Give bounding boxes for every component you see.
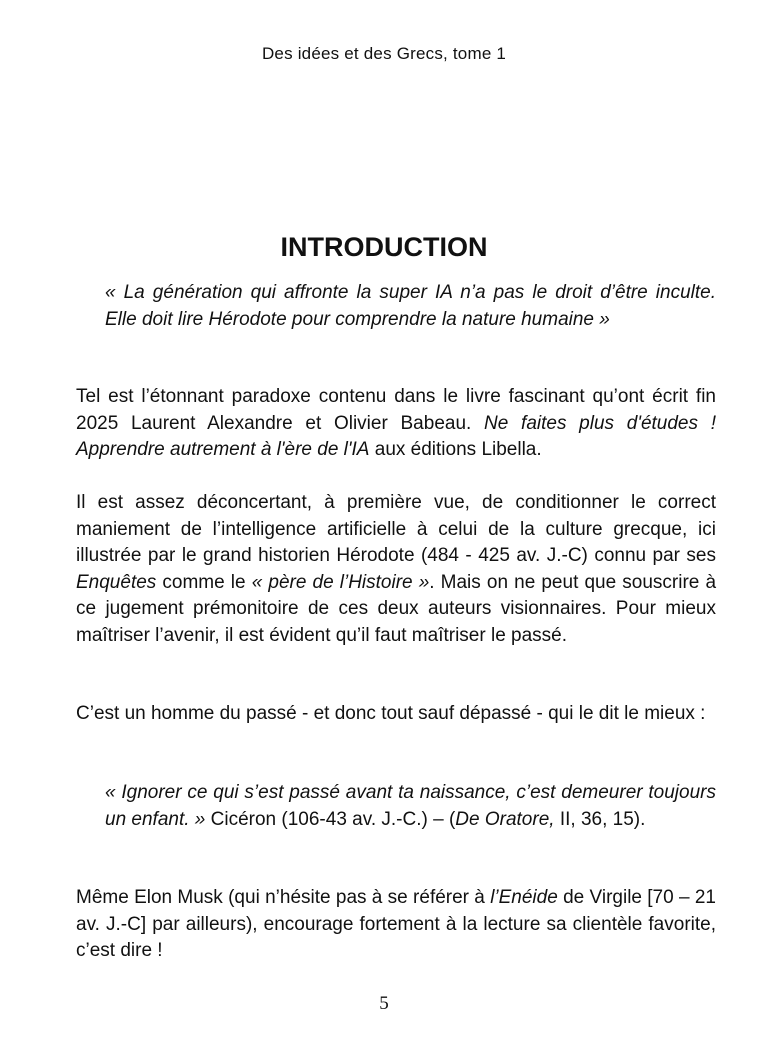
paragraph-1-text-a: Tel est l’étonnant paradoxe contenu dans le livre fascinant qu’ont écrit fin 2025 Laurent Alexandre et Olivier Babeau. bbox=[76, 386, 716, 434]
enquetes-title: Enquêtes bbox=[76, 571, 157, 593]
paragraph-1 bbox=[76, 384, 716, 464]
paragraph-2-text-a: Il est assez déconcertant, à première vue, de conditionner le correct maniement de l’intelligence artificielle à celui de la culture grecque, ici illustrée par le grand historien Hérodote (484 - 425 av. J.-C) connu par ses bbox=[76, 492, 716, 566]
paragraph-4-text-b: de Virgile [70 – 21 av. J.-C] par ailleurs), encourage fortement à la lecture sa clientèle favorite, c’est dire ! bbox=[76, 887, 716, 961]
paragraph-4 bbox=[76, 885, 716, 965]
pere-histoire-quote: « père de l’Histoire » bbox=[251, 571, 430, 593]
page-number: 5 bbox=[379, 993, 389, 1014]
paragraph-4-text-a: Même Elon Musk (qui n’hésite pas à se référer à bbox=[76, 887, 491, 908]
book-title: Ne faites plus d'études ! Apprendre autrement à l'ère de l'IA bbox=[76, 412, 716, 460]
chapter-title: INTRODUCTION bbox=[280, 232, 488, 262]
paragraph-2-text-c: . Mais on ne peut que souscrire à ce jugement prémonitoire de ces deux auteurs visionnaires. Pour mieux maîtriser l’avenir, il est évident qu’il faut maîtriser le passé. bbox=[76, 571, 717, 646]
paragraph-3: C’est un homme du passé - et donc tout sauf dépassé - qui le dit le mieux : bbox=[76, 703, 706, 724]
epigraph-text: « La génération qui affronte la super IA n’a pas le droit d’être inculte. Elle doit lire Hérodote pour comprendre la nature humaine » bbox=[105, 282, 716, 330]
paragraph-2 bbox=[76, 490, 716, 649]
running-header: Des idées et des Grecs, tome 1 bbox=[261, 44, 507, 63]
cicero-attribution-a: Cicéron (106-43 av. J.-C.) – ( bbox=[205, 808, 456, 830]
eneide-title: l’Enéide bbox=[490, 887, 558, 908]
paragraph-2-text-b: comme le bbox=[156, 571, 252, 593]
de-oratore-title: De Oratore, bbox=[455, 808, 555, 830]
epigraph-quote bbox=[105, 280, 716, 333]
cicero-attribution-b: II, 36, 15). bbox=[554, 808, 646, 830]
cicero-quote bbox=[105, 780, 716, 833]
paragraph-1-text-b: aux éditions Libella. bbox=[369, 439, 542, 460]
cicero-quote-text: « Ignorer ce qui s’est passé avant ta naissance, c’est demeurer toujours un enfant. » bbox=[105, 782, 716, 830]
